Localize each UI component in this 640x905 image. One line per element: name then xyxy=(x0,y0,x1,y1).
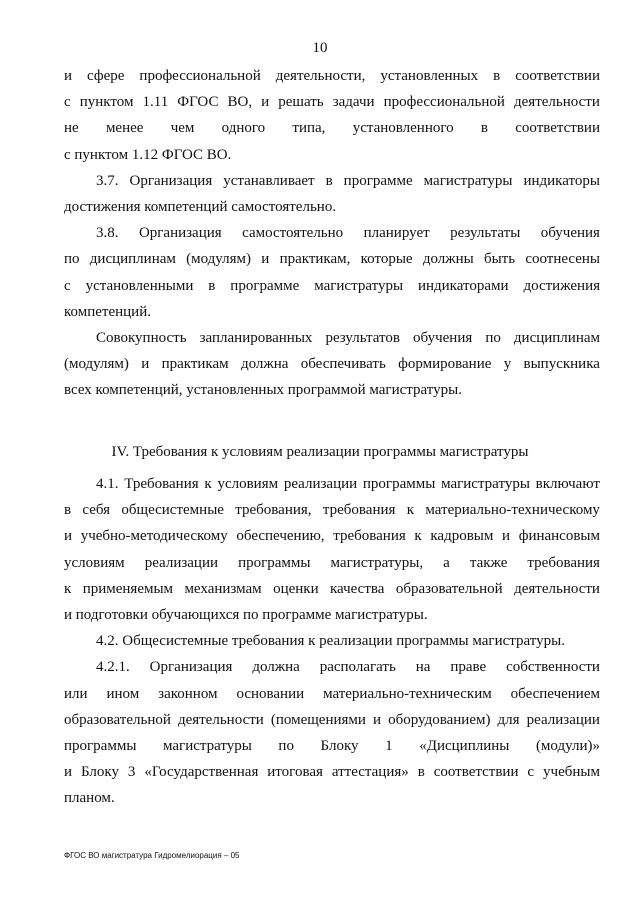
text-line xyxy=(64,579,600,599)
word: которые xyxy=(360,251,413,268)
word: 4.1. xyxy=(96,476,119,492)
footer-text: ФГОС ВО магистратура Гидромелиорация – 05 xyxy=(64,851,240,860)
word: 1.11 xyxy=(142,94,169,111)
word: оборудованием) xyxy=(388,711,491,728)
word: деятельности xyxy=(177,711,264,728)
word: профессиональной xyxy=(139,68,261,84)
word: итоговая xyxy=(267,764,323,781)
word: ВО, xyxy=(227,94,253,111)
word: обеспечивать xyxy=(300,356,386,373)
word: Организация xyxy=(129,172,213,189)
word: установленного xyxy=(352,120,454,137)
word: Блоку xyxy=(320,738,359,754)
text-line xyxy=(96,171,600,191)
word: установленными xyxy=(85,277,194,294)
word: самостоятельно xyxy=(242,225,344,242)
text-line xyxy=(96,657,600,677)
word: результаты xyxy=(450,225,521,242)
word: и xyxy=(502,528,511,545)
text-line xyxy=(64,684,600,704)
word: образовательной xyxy=(64,711,171,728)
word: располагать xyxy=(319,659,396,676)
word: индикаторы xyxy=(523,172,600,189)
word: соответствии xyxy=(515,120,600,137)
word: программы xyxy=(238,554,311,571)
word: а xyxy=(443,554,450,571)
word: (модулям) xyxy=(186,251,252,268)
text-line: 4.2. Общесистемные требования к реализации программы магистратуры. xyxy=(96,633,565,650)
word: основании xyxy=(236,685,305,702)
word: для xyxy=(497,711,520,728)
word: и xyxy=(373,711,382,728)
word: практикам, xyxy=(279,251,351,268)
word: собственности xyxy=(506,659,600,676)
word: в xyxy=(208,277,216,294)
word: аттестация» xyxy=(331,764,409,781)
word: Совокупность xyxy=(96,330,187,346)
word: достижения xyxy=(523,277,600,294)
word: и xyxy=(261,251,270,268)
word: 1 xyxy=(385,738,393,754)
word: соотнесены xyxy=(525,251,600,268)
word: с xyxy=(527,764,535,781)
word: магистратуры xyxy=(314,277,404,294)
word: пунктом xyxy=(79,94,134,111)
word: «Государственная xyxy=(144,764,259,781)
word: запланированных xyxy=(199,330,313,346)
word: результатов xyxy=(325,330,400,346)
word: «Дисциплины xyxy=(419,738,510,754)
word: по xyxy=(278,738,294,754)
word: учебно-методическому xyxy=(80,528,228,545)
word: в xyxy=(417,764,425,781)
word: и xyxy=(64,764,73,781)
word: в xyxy=(480,120,488,137)
text-line: всех компетенций, установленных программой магистратуры. xyxy=(64,382,462,399)
word: также xyxy=(469,554,508,571)
word: и xyxy=(261,94,270,111)
word: деятельности xyxy=(514,580,600,597)
word: к xyxy=(204,476,212,492)
page-number: 10 xyxy=(312,40,328,56)
word: типа, xyxy=(292,120,326,137)
word: профессиональной xyxy=(383,94,505,111)
text-line xyxy=(64,354,600,374)
word: реализации xyxy=(283,476,358,492)
word: к xyxy=(406,502,415,519)
text-line xyxy=(64,553,600,573)
word: обучения xyxy=(413,330,473,346)
word: условиям xyxy=(217,476,279,492)
section-heading: IV. Требования к условиям реализации программы магистратуры xyxy=(111,444,529,460)
word: (модули)» xyxy=(535,738,600,754)
word: законном xyxy=(158,685,218,702)
text-line: компетенций. xyxy=(64,303,151,320)
word: требования xyxy=(322,502,396,519)
word: в xyxy=(325,172,333,189)
text-line xyxy=(96,474,600,494)
word: к xyxy=(64,580,72,597)
word: финансовым xyxy=(518,528,600,545)
word: кадровым xyxy=(430,528,494,545)
word: общесистемные xyxy=(121,502,224,519)
word: деятельности, xyxy=(275,68,366,84)
text-line xyxy=(64,500,600,520)
word: оценки xyxy=(273,580,319,597)
word: материально-техническому xyxy=(425,502,600,519)
word: задачи xyxy=(332,94,375,111)
word: на xyxy=(415,659,431,676)
word: праве xyxy=(450,659,487,676)
word: в xyxy=(493,68,501,84)
word: менее xyxy=(105,120,144,137)
word: Блоку xyxy=(80,764,119,781)
text-line xyxy=(64,66,600,86)
word: и xyxy=(64,68,73,84)
word: дисциплинам xyxy=(513,330,600,346)
text-line xyxy=(64,249,600,269)
word: учебным xyxy=(543,764,600,781)
word: 4.2.1. xyxy=(96,659,130,676)
text-line xyxy=(64,276,600,296)
word: должны xyxy=(422,251,474,268)
word: в xyxy=(64,502,72,519)
word: себя xyxy=(82,502,111,519)
word: практикам xyxy=(161,356,229,373)
word: планирует xyxy=(363,225,430,242)
text-line: с пунктом 1.12 ФГОС ВО. xyxy=(64,146,232,163)
word: к xyxy=(414,528,422,545)
word: образовательной xyxy=(395,580,503,597)
word: с xyxy=(64,277,71,294)
word: и xyxy=(141,356,150,373)
word: обеспечению, xyxy=(236,528,325,545)
word: с xyxy=(64,94,71,111)
word: решать xyxy=(278,94,324,111)
word: или xyxy=(64,685,88,702)
word: требования xyxy=(527,554,600,571)
word: магистратуры xyxy=(423,172,513,189)
word: индикаторами xyxy=(417,277,509,294)
word: (помещениями xyxy=(270,711,366,728)
word: магистратуры xyxy=(441,476,530,492)
word: у xyxy=(503,356,512,373)
text-line xyxy=(64,762,600,782)
word: Требования xyxy=(124,476,199,492)
word: программе xyxy=(343,172,413,189)
text-line xyxy=(64,92,600,112)
text-line xyxy=(96,328,600,348)
word: чем xyxy=(170,120,195,137)
word: требования, xyxy=(235,502,312,519)
word: реализации xyxy=(144,554,219,571)
text-line: и подготовки обучающихся по программе магистратуры. xyxy=(64,607,428,623)
word: установленных xyxy=(380,68,479,84)
word: быть xyxy=(483,251,516,268)
text-line xyxy=(96,223,600,243)
word: 3.8. xyxy=(96,225,119,242)
word: устанавливает xyxy=(223,172,315,189)
text-line: достижения компетенций самостоятельно. xyxy=(64,199,337,215)
word: 3.7. xyxy=(96,172,119,189)
word: Организация xyxy=(138,225,222,242)
word: программы xyxy=(362,476,436,492)
word: механизмам xyxy=(184,580,262,597)
word: сфере xyxy=(87,68,125,84)
word: магистратуры xyxy=(163,738,252,754)
word: реализации xyxy=(526,711,600,728)
word: одного xyxy=(221,120,266,137)
word: ином xyxy=(106,685,140,702)
text-line xyxy=(64,118,600,138)
word: выпускника xyxy=(523,356,600,373)
text-line xyxy=(64,710,600,730)
word: требования xyxy=(333,528,406,545)
word: формирование xyxy=(398,356,492,373)
text-line xyxy=(64,736,600,756)
word: материально-техническим xyxy=(323,685,492,702)
word: включают xyxy=(535,476,600,492)
word: программе xyxy=(230,277,300,294)
word: ФГОС xyxy=(177,94,219,111)
word: соответствии xyxy=(515,68,600,84)
word: Организация xyxy=(149,659,233,676)
word: должна xyxy=(252,659,300,676)
word: программы xyxy=(64,738,137,754)
word: качества xyxy=(329,580,385,597)
text-line xyxy=(64,526,600,546)
word: применяемым xyxy=(82,580,174,597)
word: обучения xyxy=(540,225,600,242)
word: должна xyxy=(240,356,289,373)
word: обеспечением xyxy=(510,685,600,702)
word: магистратуры, xyxy=(330,554,424,571)
word: по xyxy=(485,330,501,346)
word: не xyxy=(64,120,79,137)
text-line: планом. xyxy=(64,790,115,807)
word: соответствии xyxy=(433,764,519,781)
word: по xyxy=(64,251,80,268)
word: дисциплинам xyxy=(89,251,176,268)
word: 3 xyxy=(127,764,136,781)
word: (модулям) xyxy=(64,356,129,373)
word: условиям xyxy=(64,554,125,571)
word: и xyxy=(64,528,73,545)
word: деятельности xyxy=(514,94,600,111)
